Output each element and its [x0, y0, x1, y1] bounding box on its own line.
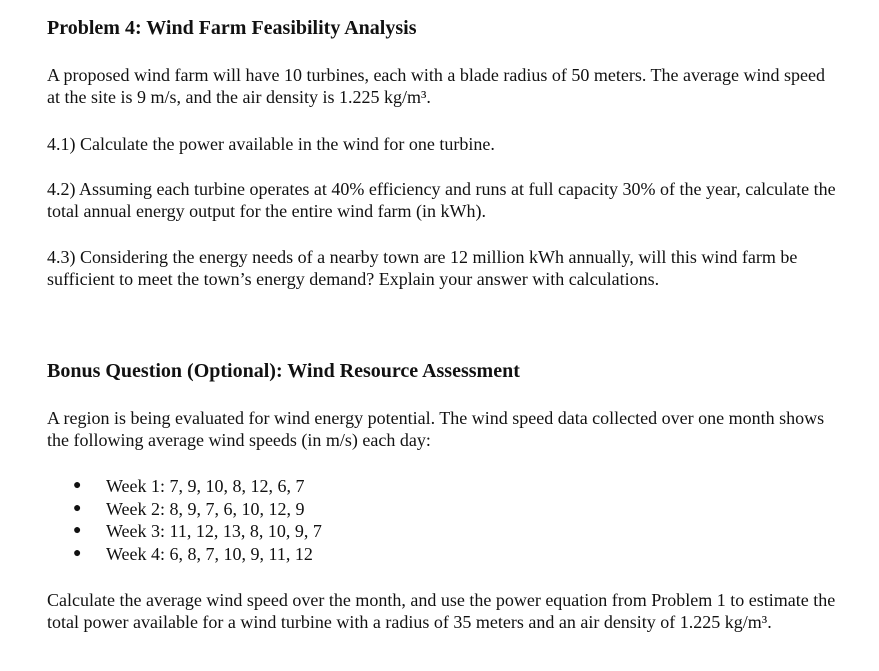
- bullet-icon: ●: [73, 500, 82, 516]
- problem-4-intro: A proposed wind farm will have 10 turbines, each with a blade radius of 50 meters. The average wind speed at the site is 9 m/s, and the air density is 1.225 kg/m³.: [47, 65, 825, 107]
- week-4-speeds: Week 4: 6, 8, 7, 10, 9, 11, 12: [106, 543, 313, 564]
- question-4-2: 4.2) Assuming each turbine operates at 40% efficiency and runs at full capacity 30% of the year, calculate the total annual energy output for the entire wind farm (in kWh).: [47, 179, 836, 221]
- bonus-question-title: Bonus Question (Optional): Wind Resource Assessment: [47, 360, 520, 382]
- week-2-speeds: Week 2: 8, 9, 7, 6, 10, 12, 9: [106, 498, 305, 519]
- bullet-icon: ●: [73, 523, 82, 538]
- problem-4-title: Problem 4: Wind Farm Feasibility Analysis: [47, 17, 417, 39]
- wind-speed-list: [47, 475, 322, 565]
- week-1-speeds: Week 1: 7, 9, 10, 8, 12, 6, 7: [106, 476, 305, 496]
- bullet-icon: ●: [73, 478, 82, 493]
- list-item: [47, 543, 322, 566]
- week-3-speeds: Week 3: 11, 12, 13, 8, 10, 9, 7: [106, 521, 322, 541]
- bullet-icon: ●: [73, 545, 82, 561]
- list-item: [47, 475, 322, 498]
- bonus-task: Calculate the average wind speed over the month, and use the power equation from Problem 1 to estimate the total power available for a wind turbine with a radius of 35 meters and an air density of 1.225 kg/m³.: [47, 590, 836, 632]
- question-4-1: 4.1) Calculate the power available in the wind for one turbine.: [47, 134, 495, 154]
- list-item: [47, 520, 322, 543]
- list-item: [47, 498, 322, 521]
- question-4-3: 4.3) Considering the energy needs of a nearby town are 12 million kWh annually, will this wind farm be sufficient to meet the town’s energy demand? Explain your answer with calculations.: [47, 247, 798, 289]
- bonus-intro: A region is being evaluated for wind energy potential. The wind speed data collected over one month shows the following average wind speeds (in m/s) each day:: [47, 408, 825, 450]
